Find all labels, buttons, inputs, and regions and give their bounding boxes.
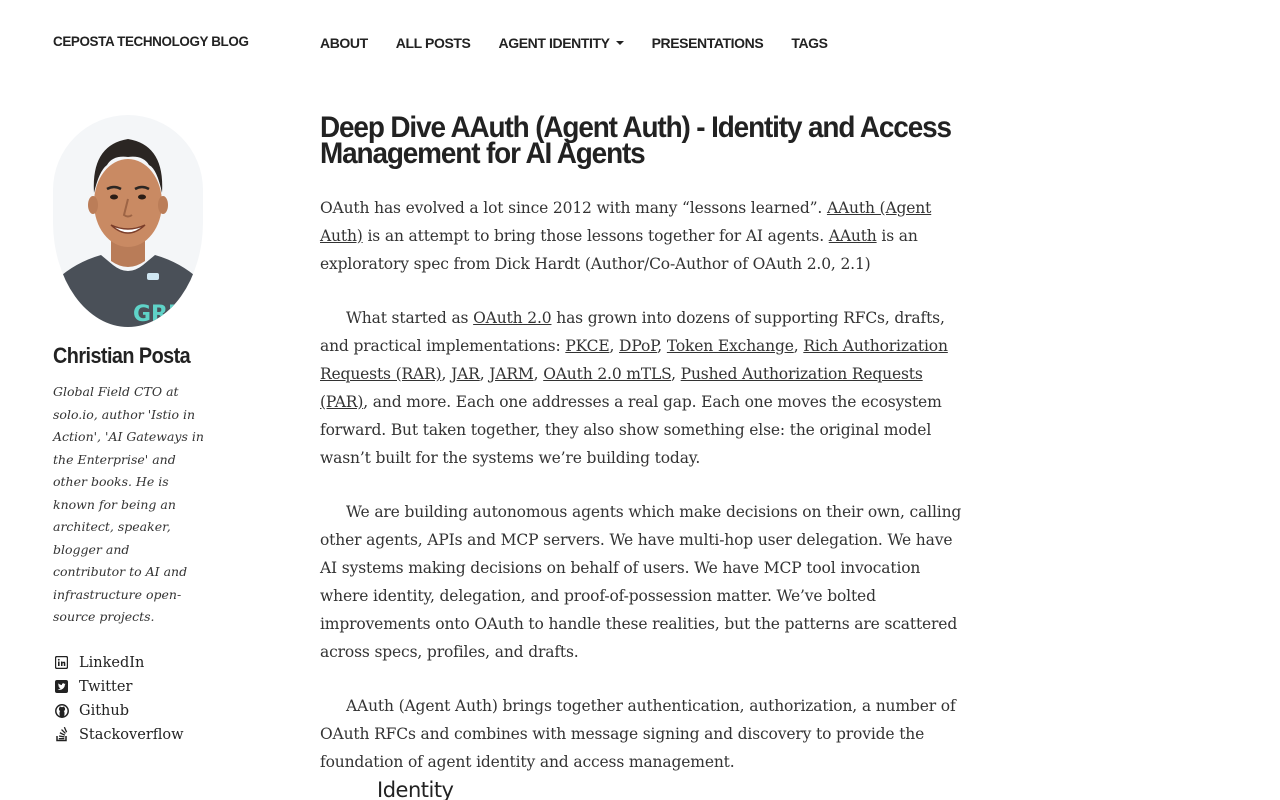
link-pkce[interactable]: PKCE xyxy=(565,337,610,355)
nav-about[interactable]: ABOUT xyxy=(320,35,368,51)
link-jarm[interactable]: JARM xyxy=(489,365,534,383)
paragraph-intro xyxy=(320,194,965,278)
svg-text:GRPC: GRPC xyxy=(133,302,201,327)
author-avatar xyxy=(53,115,203,327)
social-link-label: Github xyxy=(79,702,130,719)
stackoverflow-icon xyxy=(53,726,70,743)
social-link-label: Twitter xyxy=(79,678,133,695)
text-segment: What started as xyxy=(346,309,474,327)
text-segment: , and more. Each one addresses a real gap. Each one moves the ecosystem forward. But taken together, they also show something else: the original model wasn’t built for the systems we’re building today. xyxy=(320,393,942,467)
link-pushed-authorization-requests[interactable]: Pushed Authorization Requests (PAR) xyxy=(320,365,923,411)
text-segment: has grown into dozens of supporting RFCs, drafts, and practical implementations: xyxy=(320,309,945,355)
nav-agent-identity-label: AGENT IDENTITY xyxy=(498,35,610,51)
post-content xyxy=(320,111,965,800)
social-link-github[interactable] xyxy=(53,699,213,723)
nav-presentations[interactable]: PRESENTATIONS xyxy=(651,35,764,51)
nav-tags[interactable]: TAGS xyxy=(791,35,828,51)
social-link-label: LinkedIn xyxy=(79,654,145,671)
nav-all-posts[interactable]: ALL POSTS xyxy=(395,35,471,51)
author-name: Christian Posta xyxy=(53,343,191,368)
nav-agent-identity-dropdown[interactable] xyxy=(499,33,624,53)
author-sidebar xyxy=(53,115,213,747)
text-segment: is an attempt to bring those lessons together for AI agents. xyxy=(362,227,829,245)
site-title-link[interactable]: CEPOSTA TECHNOLOGY BLOG xyxy=(53,33,249,49)
post-title: Deep Dive AAuth (Agent Auth) - Identity and Access Management for AI Agents xyxy=(320,111,951,170)
post-body xyxy=(320,194,965,776)
paragraph-oauth-history: What started as OAuth 2.0 has grown into dozens of supporting RFCs, drafts, and practical implementations: PKCE, DPoP, Token Exchange, Rich Authorization Requests (RAR), JAR, JARM, OAuth 2.0 mTLS, Pushed Authorization Requests (PAR), and more. Each one addresses a real gap. Each one moves the ecosystem forward. But taken together, they also show something else: the original model wasn’t built for the systems we’re building today. xyxy=(320,309,948,467)
social-links xyxy=(53,651,213,747)
link-dpop[interactable]: DPoP xyxy=(619,337,658,355)
social-link-linkedin[interactable] xyxy=(53,651,213,675)
github-icon xyxy=(53,702,70,719)
text-segment: OAuth has evolved a lot since 2012 with many “lessons learned”. xyxy=(320,199,827,217)
link-jar[interactable]: JAR xyxy=(451,365,480,383)
main-nav xyxy=(320,33,856,53)
link-aauth-agent-auth[interactable]: AAuth (Agent Auth) xyxy=(320,199,932,245)
caret-down-icon xyxy=(616,41,624,45)
link-oauth-2-0[interactable]: OAuth 2.0 xyxy=(473,309,552,327)
link-rich-authorization-requests[interactable]: Rich Authorization Requests (RAR) xyxy=(320,337,948,383)
link-oauth-mtls[interactable]: OAuth 2.0 mTLS xyxy=(543,365,672,383)
linkedin-icon xyxy=(53,654,70,671)
social-link-label: Stackoverflow xyxy=(79,726,184,743)
link-aauth[interactable]: AAuth xyxy=(828,227,877,245)
paragraph-autonomous-agents: We are building autonomous agents which make decisions on their own, calling other agents, APIs and MCP servers. We have multi-hop user delegation. We have AI systems making decisions on behalf of users. We have MCP tool invocation where identity, delegation, and proof-of-possession matter. We’ve bolted improvements onto OAuth to handle these realities, but the patterns are scattered across specs, profiles, and drafts. xyxy=(320,503,962,661)
paragraph-aauth-summary: AAuth (Agent Auth) brings together authentication, authorization, a number of OAuth RFCs and combines with message signing and discovery to provide the foundation of agent identity and access management. xyxy=(320,697,956,771)
diagram-identity-label: Identity xyxy=(377,778,454,800)
text-segment: is an exploratory spec from Dick Hardt (Author/Co-Author of OAuth 2.0, 2.1) xyxy=(320,227,918,273)
social-link-stackoverflow[interactable] xyxy=(53,723,213,747)
social-link-twitter[interactable] xyxy=(53,675,213,699)
link-token-exchange[interactable]: Token Exchange xyxy=(666,337,794,355)
author-bio: Global Field CTO at solo.io, author 'Istio in Action', 'AI Gateways in the Enterprise' and other books. He is known for being an architect, speaker, blogger and contributor to AI and infrastructure open-source projects. xyxy=(53,384,204,624)
twitter-icon xyxy=(53,678,70,695)
